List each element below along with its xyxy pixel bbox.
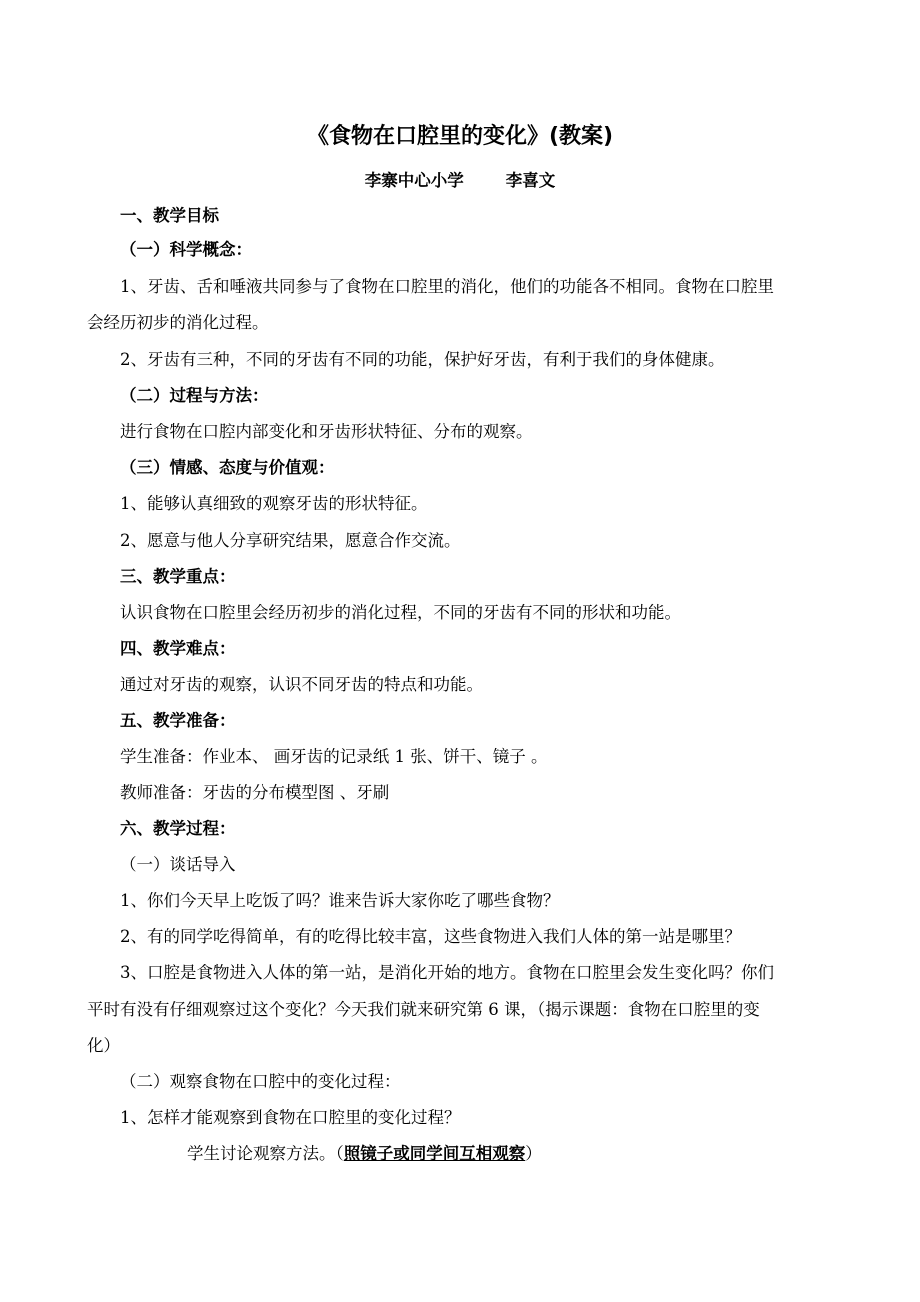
intro-question-3-line1: 3、口腔是食物进入人体的第一站，是消化开始的地方。食物在口腔里会发生变化吗？你们: [120, 963, 774, 982]
key-points-heading: 三、教学重点：: [120, 567, 236, 586]
attitude-item-2: 2、愿意与他人分享研究结果，愿意合作交流。: [120, 531, 461, 550]
discussion-answer: 照镜子或同学间互相观察: [343, 1144, 526, 1163]
process-heading: （二）过程与方法：: [120, 386, 269, 405]
process-text: 进行食物在口腔内部变化和牙齿形状特征、分布的观察。: [120, 422, 533, 441]
intro-question-3-line3: 化）: [87, 1036, 120, 1055]
goals-heading: 一、教学目标: [120, 206, 219, 225]
concept-item-2: 2、牙齿有三种，不同的牙齿有不同的功能，保护好牙齿，有利于我们的身体健康。: [120, 350, 725, 369]
attitude-heading: （三）情感、态度与价值观：: [120, 458, 335, 477]
procedure-heading: 六、教学过程：: [120, 819, 236, 838]
author-name: 李喜文: [505, 171, 556, 190]
discussion-suffix: ）: [525, 1144, 542, 1163]
discussion-prefix: 学生讨论观察方法。（: [187, 1144, 344, 1163]
intro-question-3-line2: 平时有没有仔细观察过这个变化？今天我们就来研究第 6 课，（揭示课题：食物在口腔里的变: [87, 1000, 760, 1019]
preparation-heading: 五、教学准备：: [120, 711, 236, 730]
author-line: [0, 171, 920, 191]
school-name: 李寨中心小学: [364, 171, 464, 190]
student-preparation: 学生准备：作业本、 画牙齿的记录纸 1 张、饼干、镜子 。: [120, 747, 548, 766]
concept-item-1-line2: 会经历初步的消化过程。: [87, 313, 269, 332]
intro-heading: （一）谈话导入: [120, 855, 236, 874]
observe-heading: （二）观察食物在口腔中的变化过程：: [120, 1072, 401, 1091]
attitude-item-1: 1、能够认真细致的观察牙齿的形状特征。: [120, 494, 428, 513]
discussion-line: [187, 1144, 542, 1164]
intro-question-1: 1、你们今天早上吃饭了吗？谁来告诉大家你吃了哪些食物？: [120, 891, 560, 910]
difficulties-heading: 四、教学难点：: [120, 639, 236, 658]
observe-question-1: 1、怎样才能观察到食物在口腔里的变化过程？: [120, 1108, 461, 1127]
concepts-heading: （一）科学概念：: [120, 240, 252, 259]
page-title: 《食物在口腔里的变化》(教案): [306, 124, 614, 149]
intro-question-2: 2、有的同学吃得简单，有的吃得比较丰富，这些食物进入我们人体的第一站是哪里？: [120, 927, 741, 946]
teacher-preparation: 教师准备：牙齿的分布模型图 、牙刷: [120, 783, 390, 802]
concept-item-1-line1: 1、牙齿、舌和唾液共同参与了食物在口腔里的消化，他们的功能各不相同。食物在口腔里: [120, 277, 774, 296]
difficulties-text: 通过对牙齿的观察，认识不同牙齿的特点和功能。: [120, 675, 483, 694]
key-points-text: 认识食物在口腔里会经历初步的消化过程，不同的牙齿有不同的形状和功能。: [120, 603, 681, 622]
